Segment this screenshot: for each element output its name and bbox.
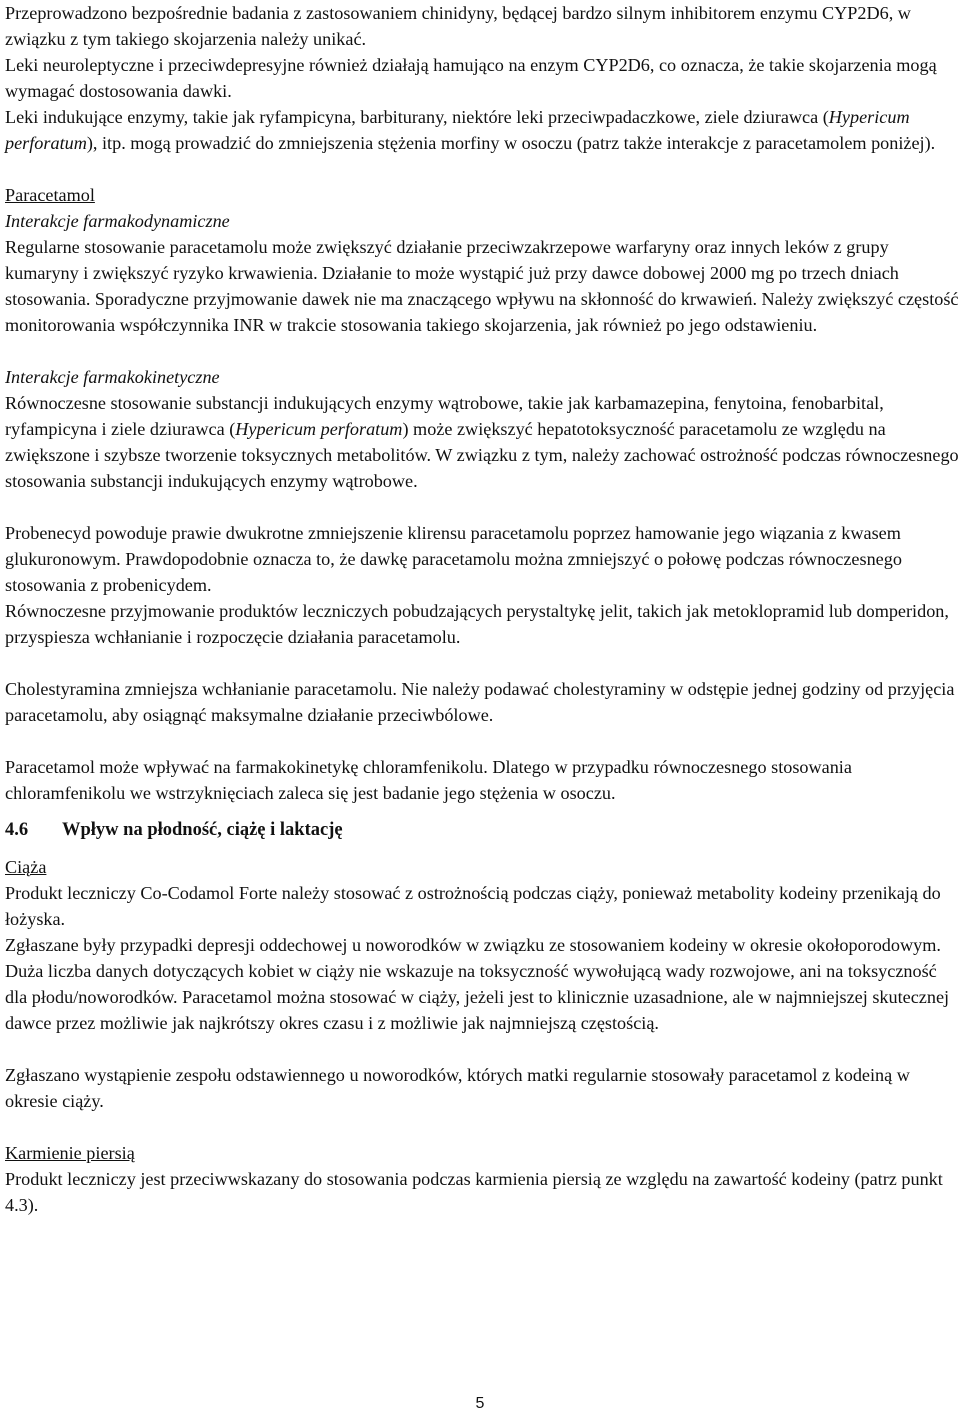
pregnancy-heading: Ciąża xyxy=(5,857,47,877)
pregnancy-paragraph-1: Produkt leczniczy Co-Codamol Forte należy stosować z ostrożnością podczas ciąży, ponieważ metabolity kodeiny przenikają do łożyska. xyxy=(5,883,941,929)
pharmacokinetic-interactions-text xyxy=(5,390,959,494)
pregnancy-paragraph-2: Zgłaszane były przypadki depresji oddechowej u noworodków w związku ze stosowaniem kodeiny w okresie okołoporodowym. xyxy=(5,935,941,955)
intro-hypericum-italic: Hypericum perforatum xyxy=(5,107,910,153)
chloramphenicol-paragraph: Paracetamol może wpływać na farmakokinetykę chloramfenikolu. Dlatego w przypadku równoczesnego stosowania chloramfenikolu we wstrzyknięciach zaleca się jest badanie jego stężenia w osoczu. xyxy=(5,757,852,803)
spacer xyxy=(5,650,959,676)
pregnancy-paragraph-3: Duża liczba danych dotyczących kobiet w ciąży nie wskazuje na toksyczność wywołującą wady rozwojowe, ani na toksyczność dla płodu/noworodków. Paracetamol można stosować w ciąży, jeżeli jest to klinicznie uzasadnione, ale w najmniejszej skutecznej dawce przez możliwie jak najkrótszy okres czasu i z możliwie jak najmniejszą częstością. xyxy=(5,961,950,1033)
intro-enzyme-inducers-text-a: Leki indukujące enzymy, takie jak ryfampicyna, barbiturany, niektóre leki przeciwpadaczkowe, ziele dziurawca ( xyxy=(5,107,829,127)
section-title: Wpływ na płodność, ciążę i laktację xyxy=(62,820,343,840)
intro-enzyme-inducers-text-b: ), itp. mogą prowadzić do zmniejszenia stężenia morfiny w osoczu (patrz także interakcje z paracetamolem poniżej). xyxy=(86,133,936,153)
probenecid-paragraph: Probenecyd powoduje prawie dwukrotne zmniejszenie klirensu paracetamolu poprzez hamowanie jego wiązania z kwasem glukuronowym. Prawdopodobnie oznacza to, że dawkę paracetamolu można zmniejszyć o połowę podczas równoczesnego stosowania z probenicydem. xyxy=(5,523,902,595)
breastfeeding-paragraph: Produkt leczniczy jest przeciwwskazany do stosowania podczas karmienia piersią ze względu na zawartość kodeiny (patrz punkt 4.3). xyxy=(5,1169,943,1215)
intro-quinidine-paragraph: Przeprowadzono bezpośrednie badania z zastosowaniem chinidyny, będącej bardzo silnym inhibitorem enzymu CYP2D6, w związku z tym takiego skojarzenia należy unikać. xyxy=(5,3,911,49)
pharmacokinetic-hypericum-italic: Hypericum perforatum xyxy=(235,419,403,439)
spacer xyxy=(5,728,959,754)
document-page xyxy=(5,0,959,1218)
pharmacokinetic-interactions-heading: Interakcje farmakokinetyczne xyxy=(5,367,220,387)
section-4-6-heading xyxy=(5,812,959,848)
spacer xyxy=(5,338,959,364)
intro-enzyme-inducers-paragraph xyxy=(5,104,959,156)
spacer xyxy=(5,1036,959,1062)
peristalsis-paragraph: Równoczesne przyjmowanie produktów leczniczych pobudzających perystaltykę jelit, takich jak metoklopramid lub domperidon, przyspiesza wchłanianie i rozpoczęcie działania paracetamolu. xyxy=(5,601,949,647)
pharmacokinetic-text-b: ) może zwiększyć hepatotoksyczność paracetamolu ze względu na zwiększone i szybsze tworzenie toksycznych metabolitów. W związku z tym, należy zachować ostrożność podczas równoczesnego stosowania substancji indukujących enzymy wątrobowe. xyxy=(5,419,959,491)
page-number: 5 xyxy=(475,1395,485,1412)
breastfeeding-heading: Karmienie piersią xyxy=(5,1143,135,1163)
paracetamol-heading: Paracetamol xyxy=(5,185,95,205)
pharmacodynamic-interactions-text: Regularne stosowanie paracetamolu może zwiększyć działanie przeciwzakrzepowe warfaryny oraz innych leków z grupy kumaryny i zwiększyć ryzyko krwawienia. Działanie to może wystąpić już przy dawce dobowej 2000 mg po trzech dniach stosowania. Sporadyczne przyjmowanie dawek nie ma znaczącego wpływu na skłonność do krwawień. Należy zwiększyć częstość monitorowania współczynnika INR w trakcie stosowania takiego skojarzenia, jak również po jego odstawieniu. xyxy=(5,237,959,335)
spacer xyxy=(5,156,959,182)
section-number: 4.6 xyxy=(5,820,29,840)
intro-neuroleptics-paragraph: Leki neuroleptyczne i przeciwdepresyjne również działają hamująco na enzym CYP2D6, co oznacza, że takie skojarzenia mogą wymagać dostosowania dawki. xyxy=(5,55,937,101)
pharmacodynamic-interactions-heading: Interakcje farmakodynamiczne xyxy=(5,211,230,231)
spacer xyxy=(5,1114,959,1140)
pharmacokinetic-text-a: Równoczesne stosowanie substancji indukujących enzymy wątrobowe, takie jak karbamazepina, fenytoina, fenobarbital, ryfampicyna i ziele dziurawca ( xyxy=(5,393,884,439)
spacer xyxy=(5,494,959,520)
pregnancy-paragraph-4: Zgłaszano wystąpienie zespołu odstawiennego u noworodków, których matki regularnie stosowały paracetamol z kodeiną w okresie ciąży. xyxy=(5,1065,910,1111)
cholestyramine-paragraph: Cholestyramina zmniejsza wchłanianie paracetamolu. Nie należy podawać cholestyraminy w odstępie jednej godziny od przyjęcia paracetamolu, aby osiągnąć maksymalne działanie przeciwbólowe. xyxy=(5,679,955,725)
